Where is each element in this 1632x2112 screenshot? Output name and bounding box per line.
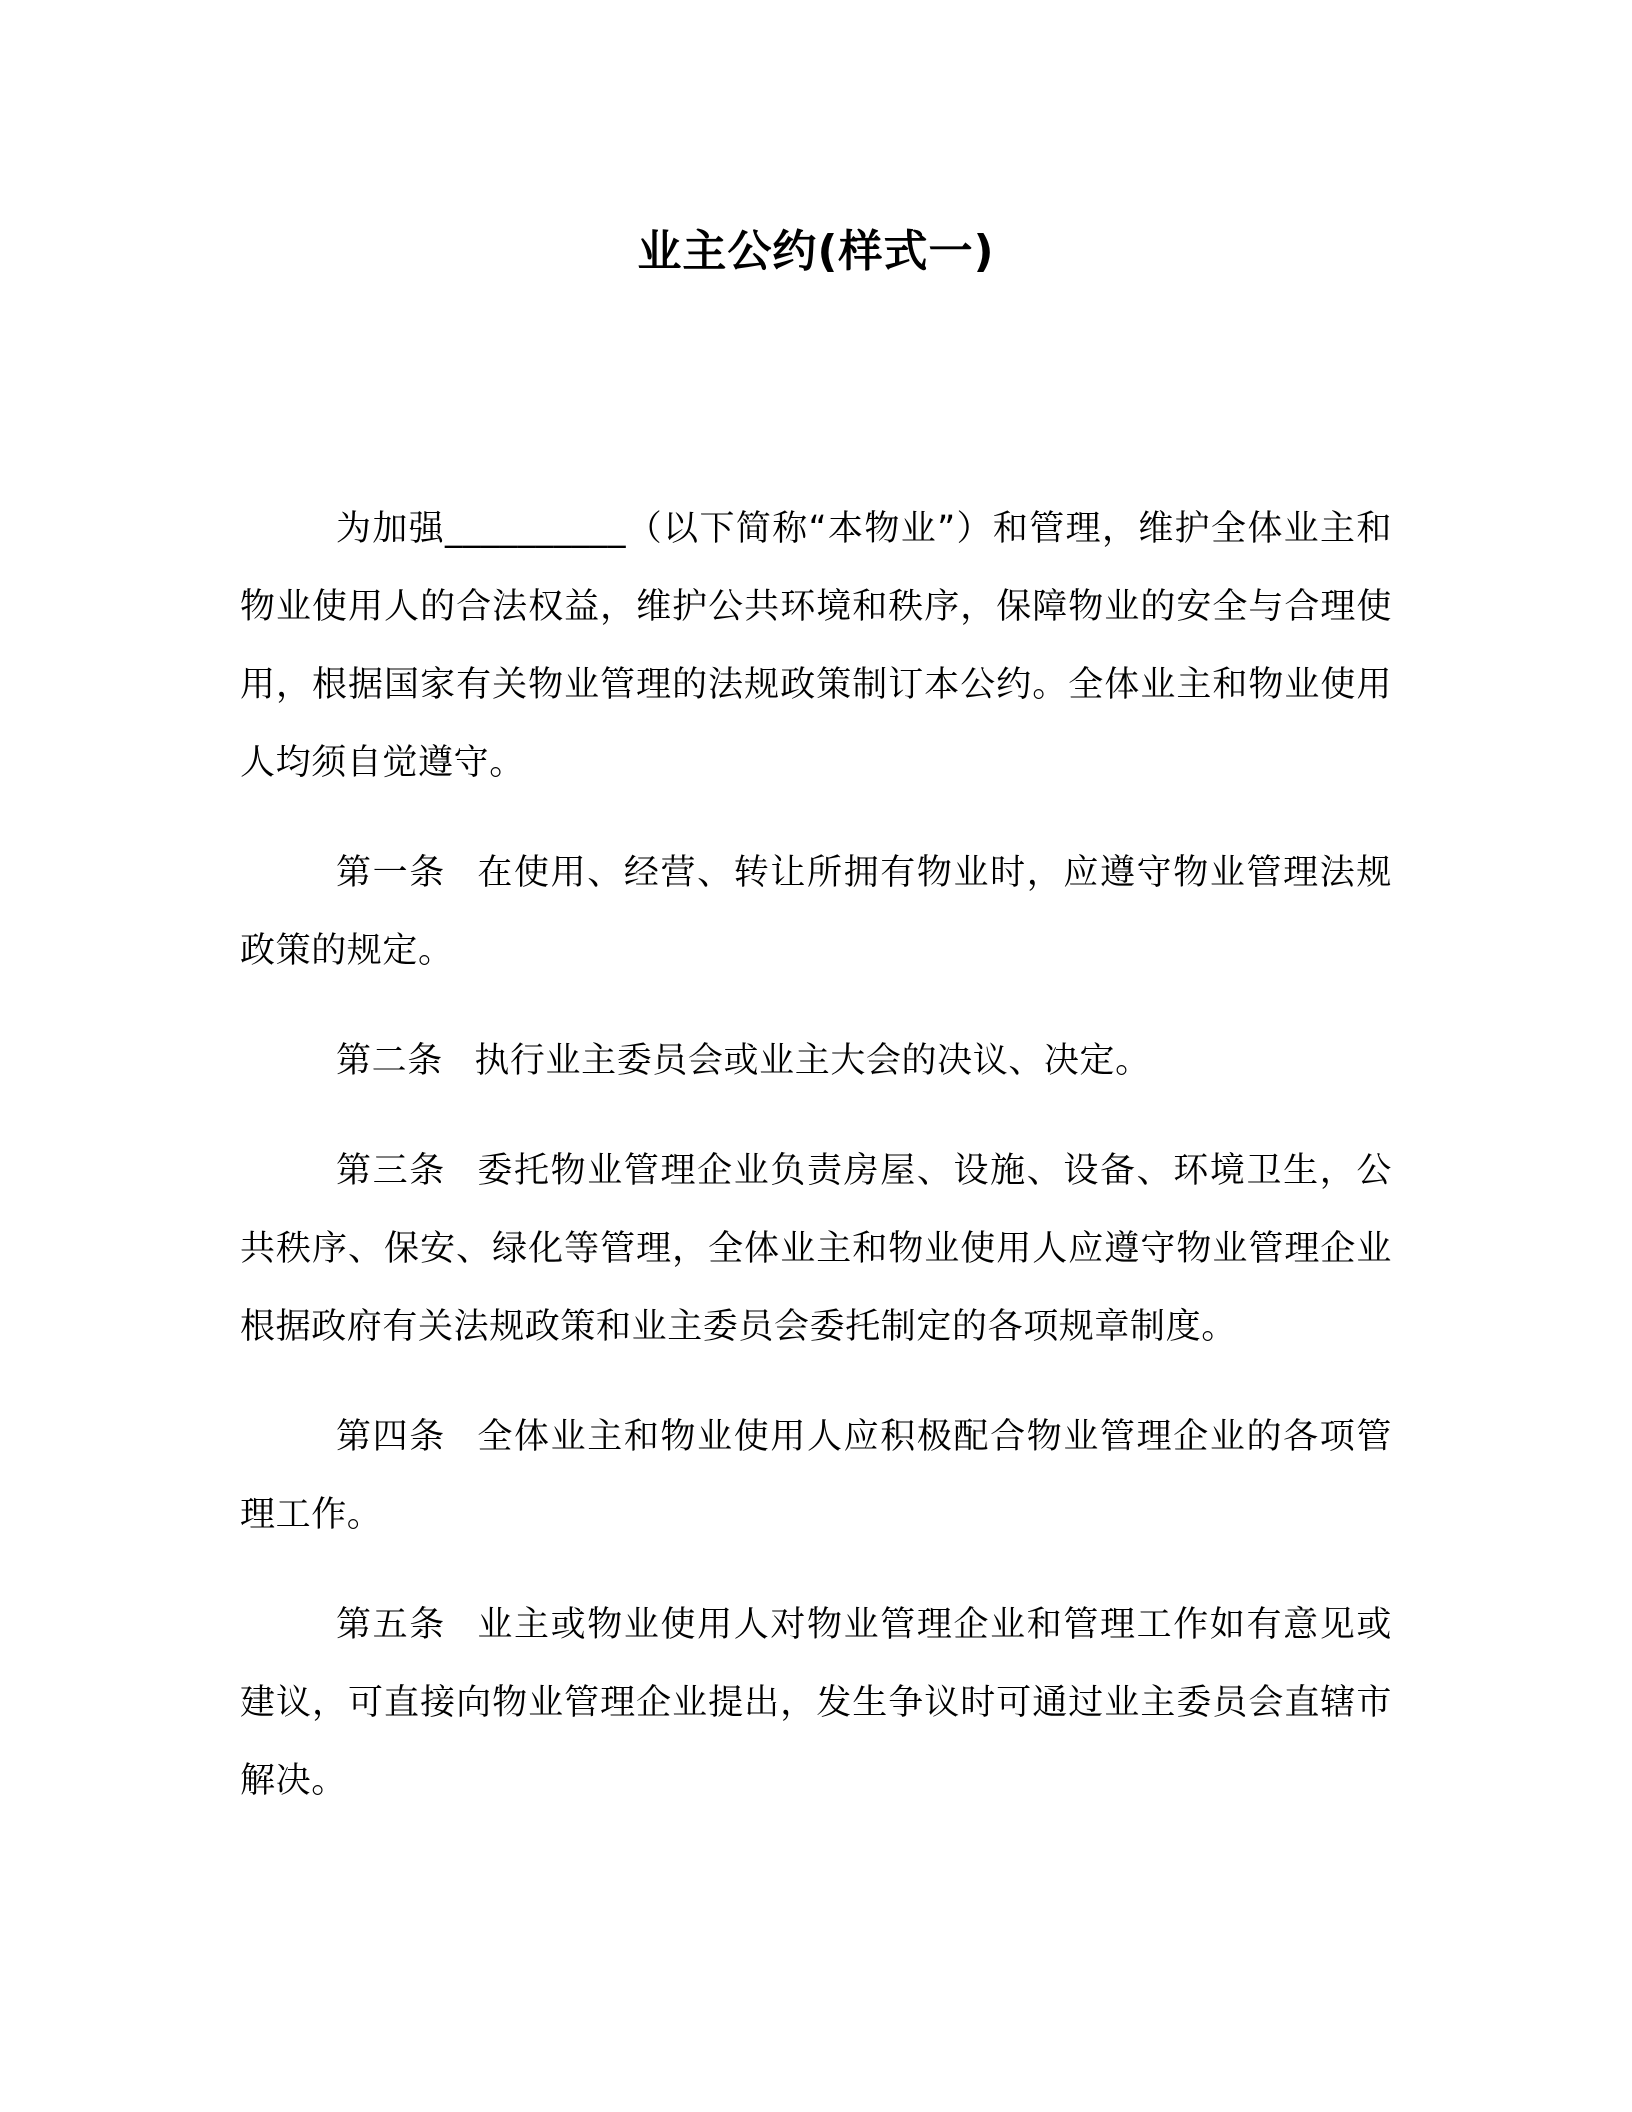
article-5 — [240, 1586, 1392, 1820]
article-text: 全体业主和物业使用人应积极配合物业管理企业的各项管理工作。 — [240, 1417, 1392, 1535]
article-text: 在使用、经营、转让所拥有物业时，应遵守物业管理法规政策的规定。 — [240, 853, 1392, 971]
article-label: 第三条 — [336, 1151, 446, 1191]
article-2 — [240, 1022, 1392, 1100]
article-label: 第五条 — [336, 1605, 446, 1645]
paragraph-text: 为加强__________（以下简称“本物业”）和管理，维护全体业主和物业使用人的合法权益，维护公共环境和秩序，保障物业的安全与合理使用，根据国家有关物业管理的法规政策制订本公约。全体业主和物业使用人均须自觉遵守。 — [240, 509, 1392, 783]
article-label: 第二条 — [336, 1041, 443, 1081]
article-1 — [240, 834, 1392, 990]
article-text: 执行业主委员会或业主大会的决议、决定。 — [474, 1041, 1151, 1081]
article-label: 第一条 — [336, 853, 446, 893]
article-3 — [240, 1132, 1392, 1366]
article-text: 业主或物业使用人对物业管理企业和管理工作如有意见或建议，可直接向物业管理企业提出，发生争议时可通过业主委员会直辖市解决。 — [240, 1605, 1392, 1801]
document-title: 业主公约(样式一) — [637, 226, 995, 277]
article-label: 第四条 — [336, 1417, 446, 1457]
preamble-paragraph — [240, 490, 1392, 802]
article-text: 委托物业管理企业负责房屋、设施、设备、环境卫生，公共秩序、保安、绿化等管理，全体业主和物业使用人应遵守物业管理企业根据政府有关法规政策和业主委员会委托制定的各项规章制度。 — [240, 1151, 1392, 1347]
document-body — [240, 490, 1392, 1852]
article-4 — [240, 1398, 1392, 1554]
